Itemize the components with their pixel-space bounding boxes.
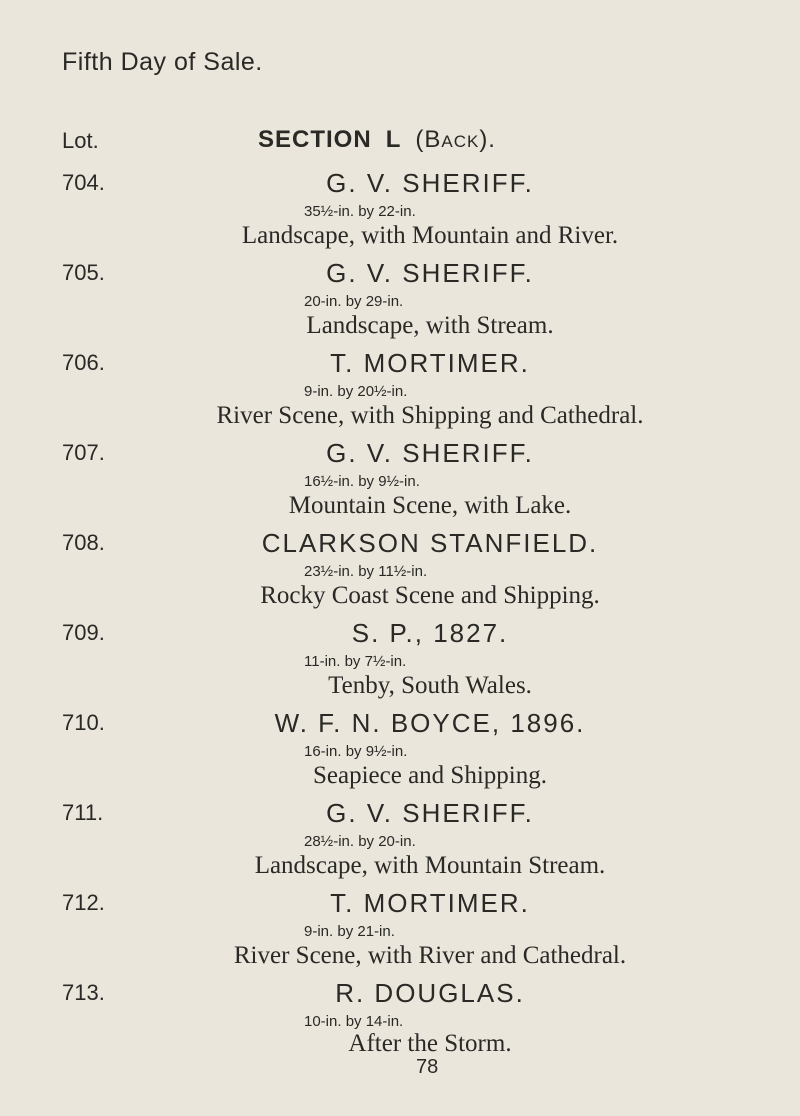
page-header: Fifth Day of Sale. bbox=[62, 48, 263, 76]
lot-column-label: Lot. bbox=[62, 128, 99, 153]
lot-number: 712. bbox=[62, 890, 105, 915]
lot-number: 713. bbox=[62, 980, 105, 1005]
artist-name: CLARKSON STANFIELD. bbox=[261, 528, 599, 558]
painting-title: Landscape, with Mountain Stream. bbox=[254, 852, 606, 879]
painting-title: After the Storm. bbox=[348, 1030, 512, 1057]
lot-number: 707. bbox=[62, 440, 105, 465]
artist-name: S. P., 1827. bbox=[351, 618, 509, 648]
painting-title: Rocky Coast Scene and Shipping. bbox=[260, 582, 600, 609]
dimensions: 23½-in. by 11½-in. bbox=[304, 563, 428, 580]
page-number: 78 bbox=[416, 1056, 439, 1078]
lot-number: 706. bbox=[62, 350, 105, 375]
artist-name: T. MORTIMER. bbox=[330, 348, 530, 378]
lot-number: 704. bbox=[62, 170, 105, 195]
dimensions: 28½-in. by 20-in. bbox=[304, 833, 416, 850]
dimensions: 10-in. by 14-in. bbox=[304, 1013, 404, 1030]
section-letter: L bbox=[385, 126, 402, 153]
dimensions: 9-in. by 20½-in. bbox=[304, 383, 408, 400]
painting-title: River Scene, with Shipping and Cathedral. bbox=[216, 402, 644, 429]
painting-title: Mountain Scene, with Lake. bbox=[288, 492, 572, 519]
lot-number: 709. bbox=[62, 620, 105, 645]
dimensions: 9-in. by 21-in. bbox=[304, 923, 395, 940]
painting-title: Seapiece and Shipping. bbox=[313, 762, 547, 789]
dimensions: 11-in. by 7½-in. bbox=[304, 653, 407, 670]
lot-number: 710. bbox=[62, 710, 105, 735]
dimensions: 16½-in. by 9½-in. bbox=[304, 473, 420, 490]
lot-number: 705. bbox=[62, 260, 105, 285]
dimensions: 35½-in. by 22-in. bbox=[304, 203, 416, 220]
painting-title: Tenby, South Wales. bbox=[328, 672, 532, 699]
section-side: (Back). bbox=[415, 126, 496, 153]
painting-title: Landscape, with Stream. bbox=[306, 312, 554, 339]
artist-name: G. V. SHERIFF. bbox=[326, 438, 534, 468]
artist-name: R. DOUGLAS. bbox=[335, 978, 525, 1008]
lot-number: 711. bbox=[62, 800, 104, 825]
dimensions: 20-in. by 29-in. bbox=[304, 293, 404, 310]
artist-name: G. V. SHERIFF. bbox=[326, 258, 534, 288]
lot-number: 708. bbox=[62, 530, 105, 555]
artist-name: G. V. SHERIFF. bbox=[326, 798, 534, 828]
artist-name: G. V. SHERIFF. bbox=[326, 168, 534, 198]
section-word: SECTION bbox=[258, 126, 372, 153]
painting-title: River Scene, with River and Cathedral. bbox=[233, 942, 627, 969]
artist-name: W. F. N. BOYCE, 1896. bbox=[274, 708, 586, 738]
dimensions: 16-in. by 9½-in. bbox=[304, 743, 408, 760]
artist-name: T. MORTIMER. bbox=[330, 888, 530, 918]
painting-title: Landscape, with Mountain and River. bbox=[241, 222, 619, 249]
